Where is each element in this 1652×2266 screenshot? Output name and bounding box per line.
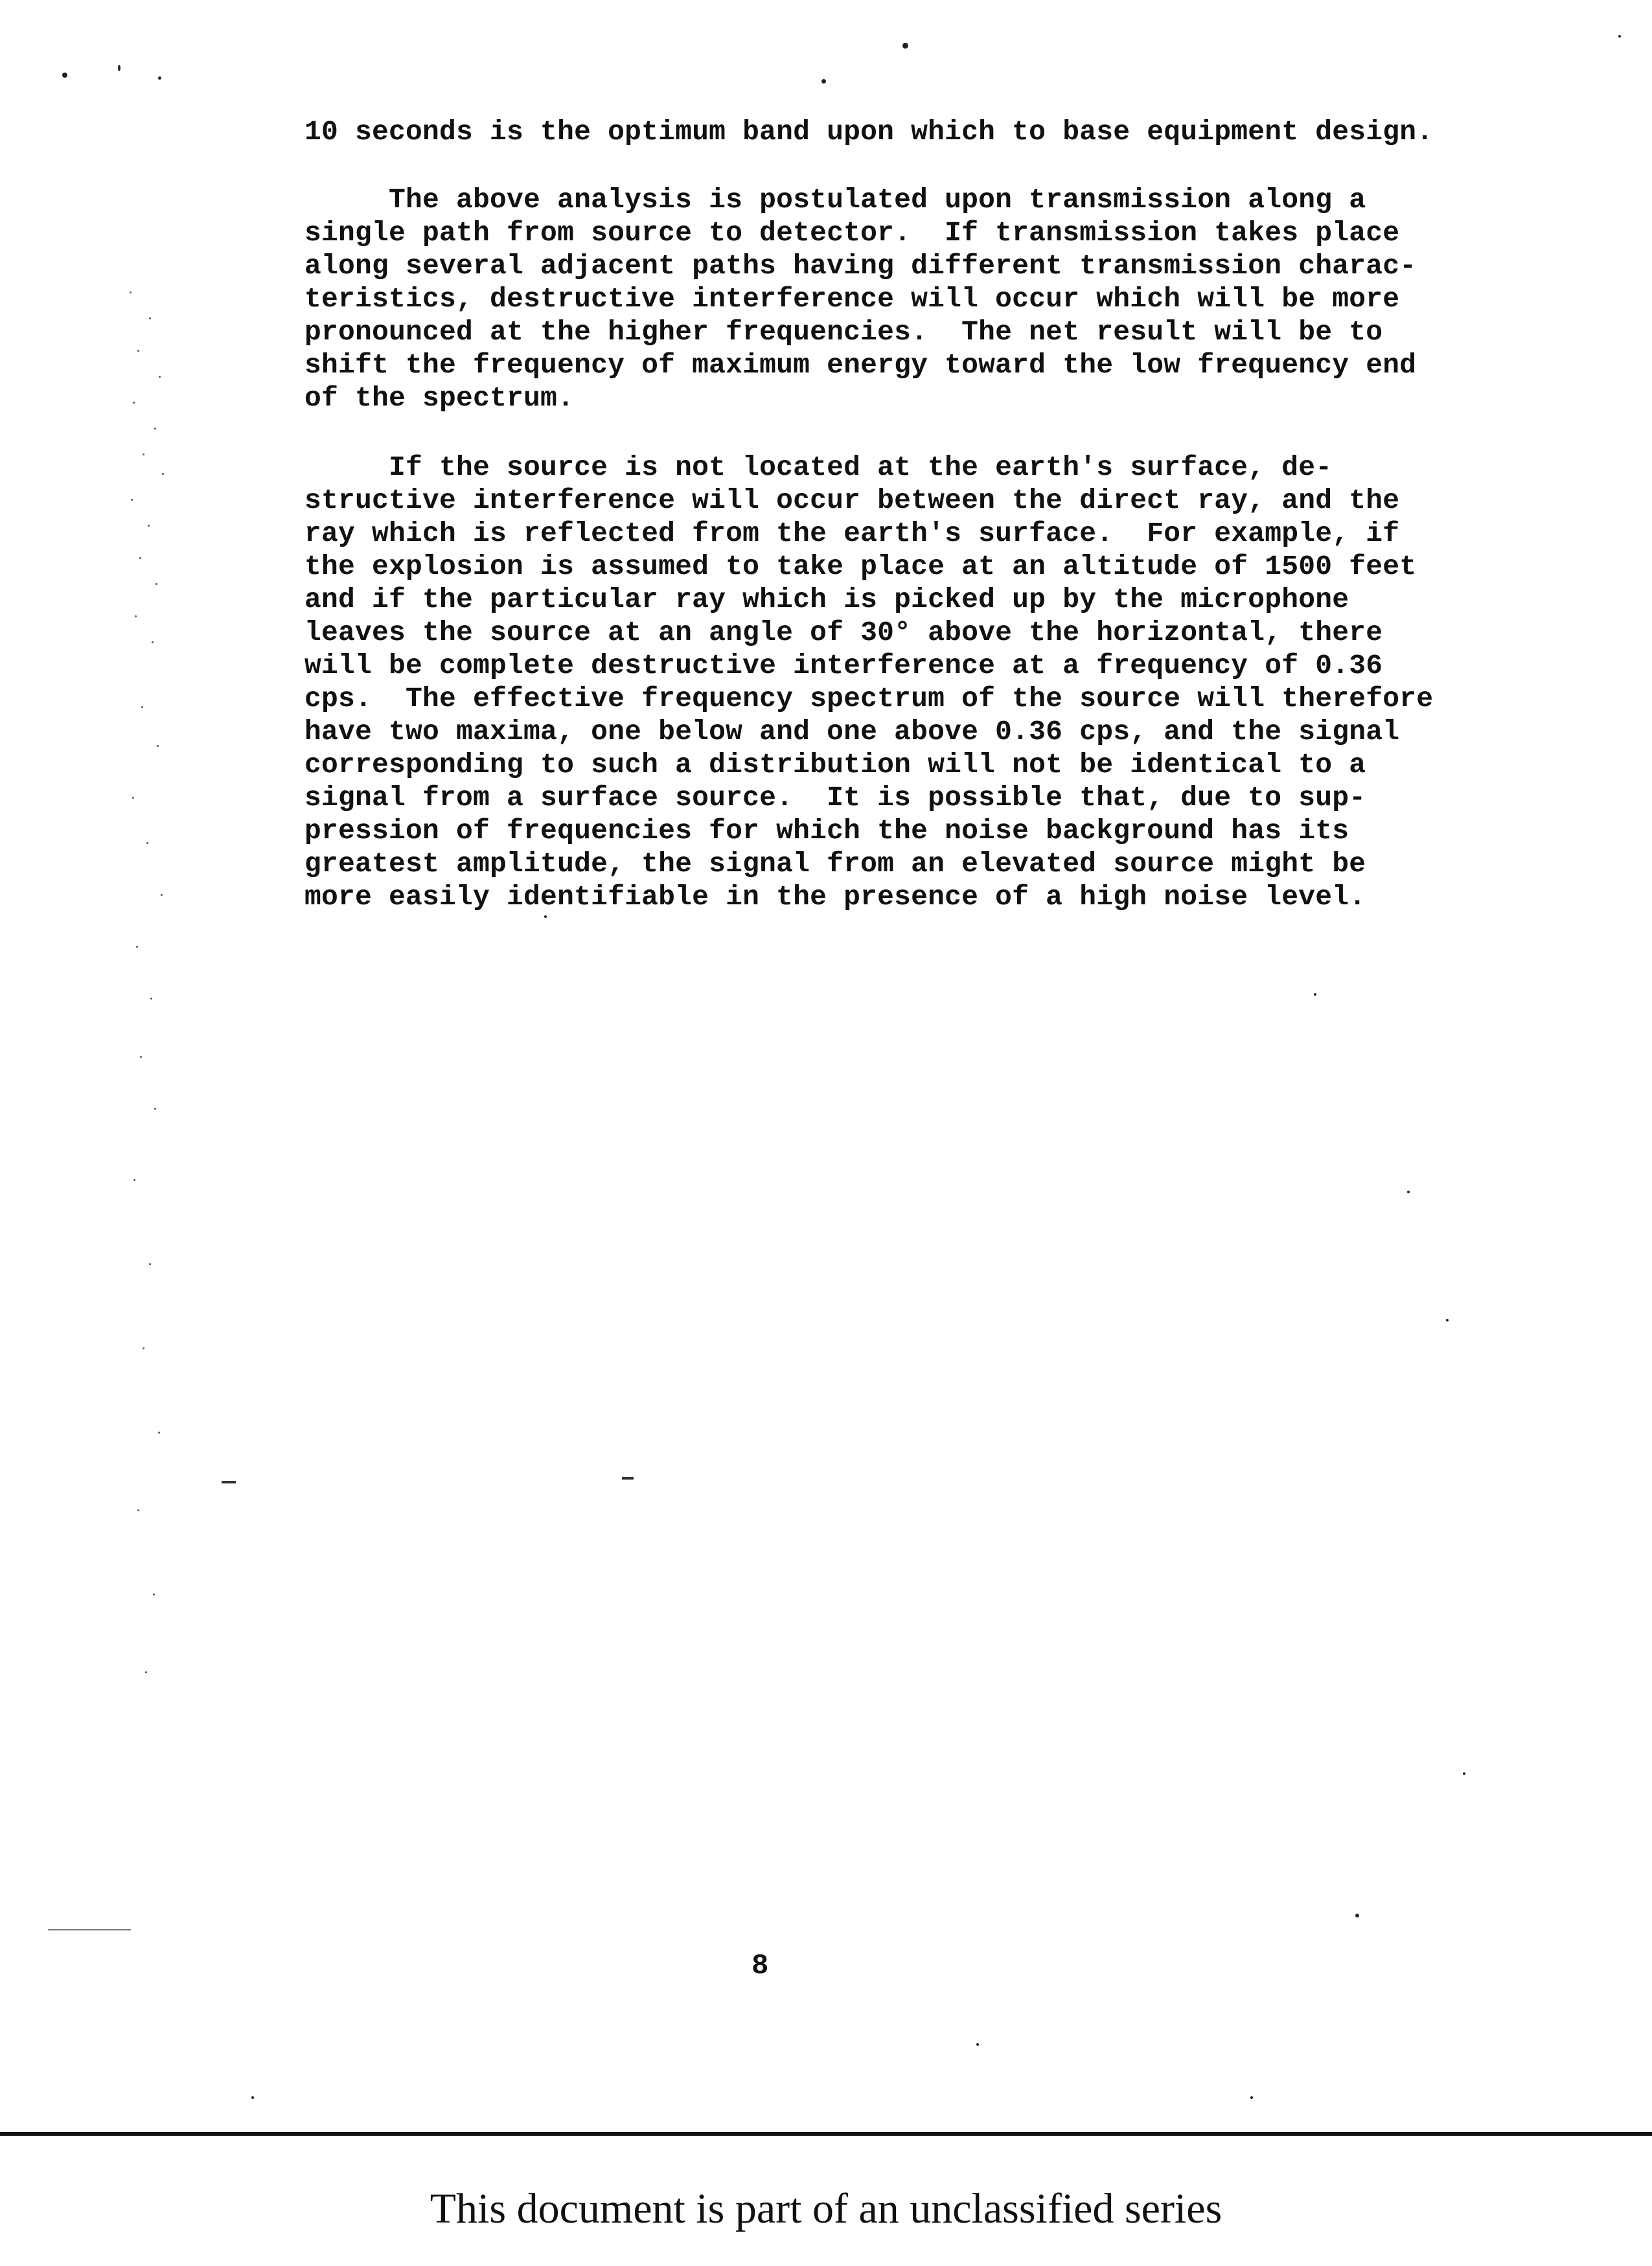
text-line: teristics, destructive interference will occur which will be more (304, 283, 1400, 315)
scan-speck (821, 79, 826, 84)
text-line: pronounced at the higher frequencies. The net result will be to (304, 316, 1383, 348)
text-line: greatest amplitude, the signal from an elevated source might be (304, 848, 1366, 880)
text-line: The above analysis is postulated upon transmission along a (304, 184, 1366, 216)
scan-speck (1355, 1914, 1359, 1917)
scan-speck (544, 915, 547, 918)
scan-speck (158, 76, 161, 80)
footer-note: This document is part of an unclassified series (430, 2185, 1222, 2232)
text-line: and if the particular ray which is picked up by the microphone (304, 584, 1349, 615)
text-line: have two maxima, one below and one above 0.36 cps, and the signal (304, 716, 1400, 748)
scan-noise (123, 279, 175, 1704)
scan-speck (902, 43, 908, 49)
scan-speck (1250, 2096, 1253, 2099)
paragraph-transmission-paths (304, 183, 1445, 415)
text-line: pression of frequencies for which the noise background has its (304, 815, 1349, 847)
paragraph-elevated-source (304, 451, 1445, 913)
text-line: signal from a surface source. It is possible that, due to sup- (304, 782, 1366, 814)
scan-mark (622, 1477, 634, 1480)
text-line: the explosion is assumed to take place at an altitude of 1500 feet (304, 551, 1417, 582)
text-line: single path from source to detector. If transmission takes place (304, 217, 1400, 249)
scan-mark (222, 1481, 236, 1483)
scan-speck (62, 73, 67, 78)
text-line: shift the frequency of maximum energy toward the low frequency end (304, 349, 1417, 381)
text-line: 10 seconds is the optimum band upon which to base equipment design. (304, 116, 1434, 148)
text-line: leaves the source at an angle of 30° above the horizontal, there (304, 617, 1383, 648)
scan-speck (1618, 35, 1621, 38)
footer-divider (0, 2132, 1652, 2136)
text-line: more easily identifiable in the presence of a high noise level. (304, 881, 1366, 913)
scan-speck (118, 65, 120, 71)
scan-mark (48, 1929, 131, 1930)
opening-line (304, 115, 1445, 148)
text-line: If the source is not located at the earth's surface, de- (304, 452, 1333, 483)
scan-speck (976, 2043, 979, 2046)
text-line: corresponding to such a distribution will not be identical to a (304, 749, 1366, 781)
text-line: cps. The effective frequency spectrum of the source will therefore (304, 683, 1434, 715)
scan-speck (1463, 1772, 1465, 1775)
page-number: 8 (751, 1950, 769, 1982)
scan-speck (1446, 1319, 1449, 1322)
scan-speck (1314, 993, 1316, 996)
text-line: ray which is reflected from the earth's surface. For example, if (304, 518, 1400, 549)
scan-speck (251, 2096, 254, 2099)
text-line: will be complete destructive interference at a frequency of 0.36 (304, 650, 1383, 681)
text-line: structive interference will occur between the direct ray, and the (304, 485, 1400, 516)
text-line: along several adjacent paths having different transmission charac- (304, 250, 1417, 282)
text-line: of the spectrum. (304, 382, 575, 414)
scan-speck (1407, 1191, 1410, 1193)
